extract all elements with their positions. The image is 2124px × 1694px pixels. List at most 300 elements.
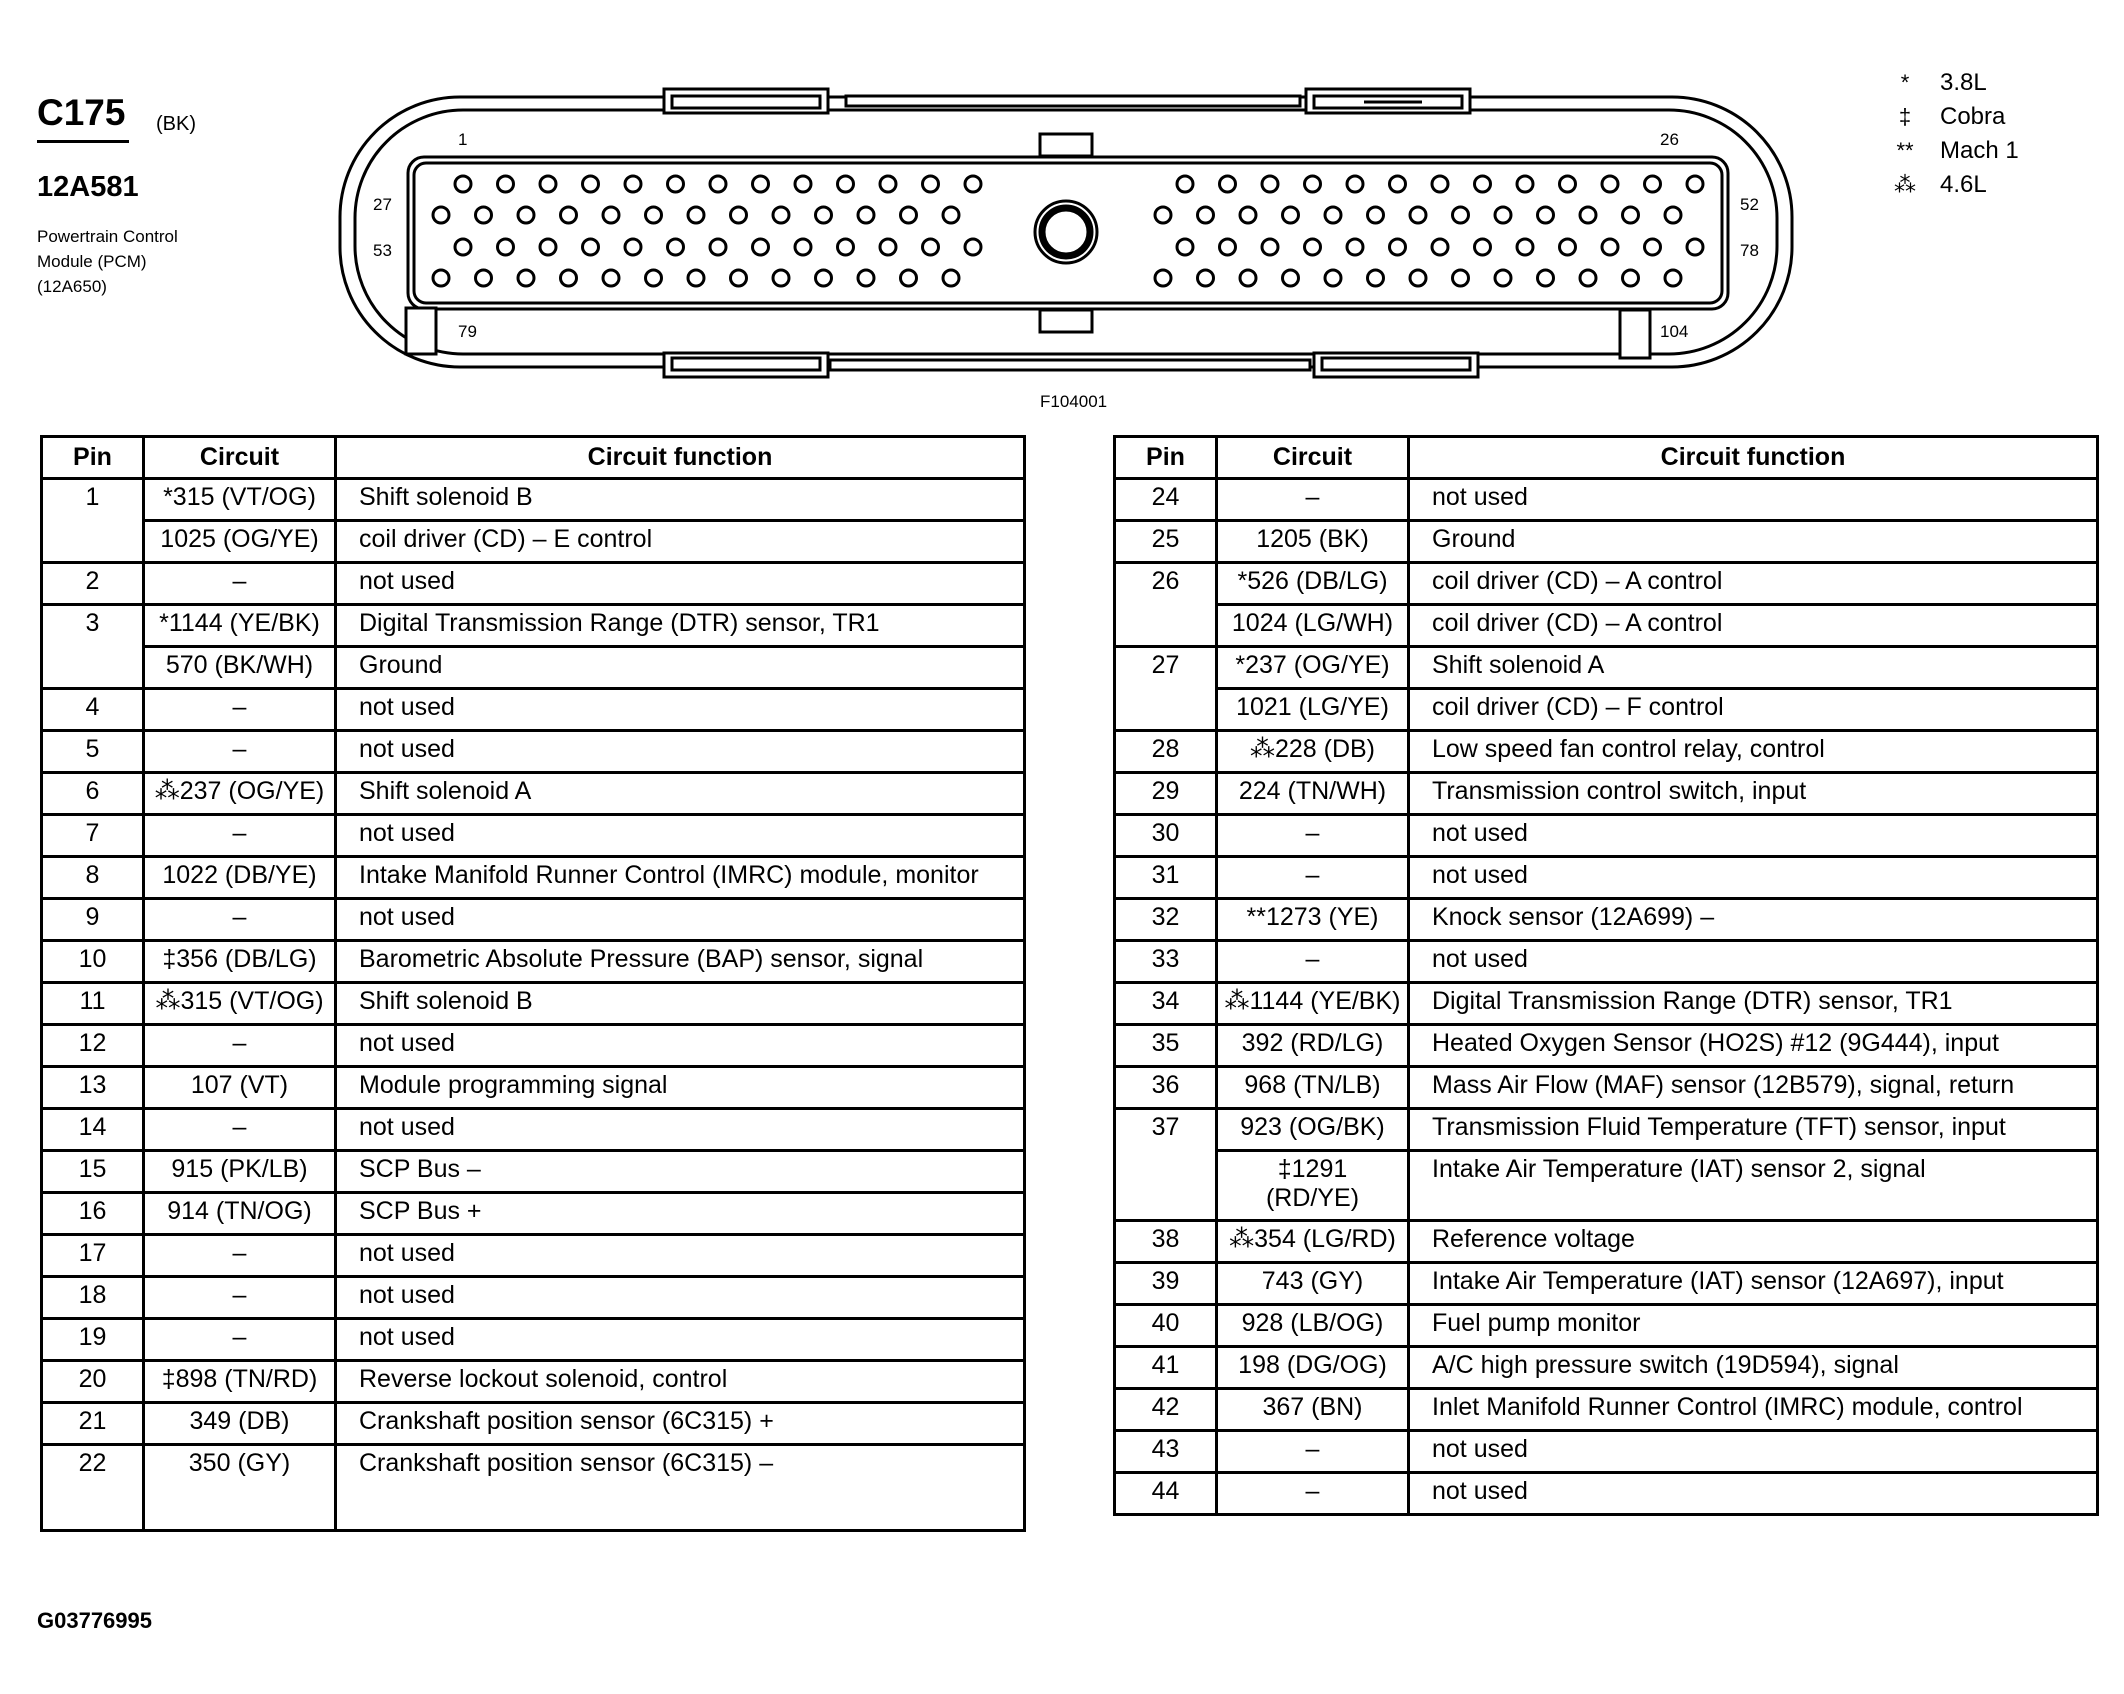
table-row: [42, 563, 1025, 605]
pin-label-78: 78: [1740, 241, 1759, 260]
function-cell: not used: [336, 1025, 1025, 1067]
pin-hole: [540, 176, 556, 192]
pin-cell: 20: [42, 1361, 144, 1403]
pin-hole: [753, 176, 769, 192]
pin-hole: [561, 207, 577, 223]
table-row: [1115, 857, 2098, 899]
pin-hole: [1560, 239, 1576, 255]
pin-hole: [1538, 270, 1554, 286]
circuit-cell: –: [144, 689, 336, 731]
pin-hole: [455, 176, 471, 192]
pin-hole: [1155, 207, 1171, 223]
pin-hole: [731, 270, 747, 286]
pin-hole: [518, 207, 534, 223]
pin-hole: [668, 176, 684, 192]
pin-hole: [625, 176, 641, 192]
pin-hole: [1645, 176, 1661, 192]
table-row: [1115, 731, 2098, 773]
pin-hole: [668, 239, 684, 255]
table-row: [42, 605, 1025, 647]
pin-hole: [795, 176, 811, 192]
column-header-function: Circuit function: [1409, 437, 2098, 479]
function-cell: Intake Air Temperature (IAT) sensor 2, signal: [1409, 1151, 2098, 1221]
table-row: [42, 1361, 1025, 1403]
function-cell: Shift solenoid B: [336, 983, 1025, 1025]
circuit-cell: *315 (VT/OG): [144, 479, 336, 521]
pin-label-52: 52: [1740, 195, 1759, 214]
function-cell: Heated Oxygen Sensor (HO2S) #12 (9G444), input: [1409, 1025, 2098, 1067]
pin-cell: 5: [42, 731, 144, 773]
function-cell: Ground: [336, 647, 1025, 689]
pin-hole: [583, 239, 599, 255]
function-cell: Knock sensor (12A699) –: [1409, 899, 2098, 941]
pin-hole: [1283, 270, 1299, 286]
function-cell: SCP Bus –: [336, 1151, 1025, 1193]
table-row: [42, 857, 1025, 899]
function-cell: Intake Air Temperature (IAT) sensor (12A697), input: [1409, 1263, 2098, 1305]
pin-hole: [880, 239, 896, 255]
function-cell: not used: [336, 1235, 1025, 1277]
legend-label: Cobra: [1940, 103, 2006, 130]
function-cell: not used: [1409, 1431, 2098, 1473]
table-row: [1115, 1389, 2098, 1431]
function-cell: not used: [1409, 941, 2098, 983]
pin-hole: [1177, 176, 1193, 192]
pin-hole: [965, 176, 981, 192]
pin-cell: 38: [1115, 1221, 1217, 1263]
function-cell: Mass Air Flow (MAF) sensor (12B579), signal, return: [1409, 1067, 2098, 1109]
function-cell: Inlet Manifold Runner Control (IMRC) module, control: [1409, 1389, 2098, 1431]
legend-label: 4.6L: [1940, 171, 1987, 198]
function-cell: Crankshaft position sensor (6C315) +: [336, 1403, 1025, 1445]
pin-hole: [1240, 270, 1256, 286]
pin-hole: [1410, 270, 1426, 286]
table-row: [42, 1109, 1025, 1151]
pin-cell: 13: [42, 1067, 144, 1109]
pin-hole: [1262, 176, 1278, 192]
column-header-circuit: Circuit: [1217, 437, 1409, 479]
circuit-cell: ⁂315 (VT/OG): [144, 983, 336, 1025]
pin-hole: [646, 207, 662, 223]
module-description-line-1: Powertrain Control: [37, 227, 178, 246]
pin-hole: [816, 270, 832, 286]
table-row: [1115, 1305, 2098, 1347]
pin-hole: [540, 239, 556, 255]
pin-cell: 25: [1115, 521, 1217, 563]
pin-cell: 40: [1115, 1305, 1217, 1347]
pin-label-104: 104: [1660, 322, 1689, 341]
pin-cell: 37: [1115, 1109, 1217, 1221]
module-description-line-3: (12A650): [37, 277, 107, 296]
function-cell: Shift solenoid B: [336, 479, 1025, 521]
table-row: [42, 647, 1025, 689]
pin-cell: 2: [42, 563, 144, 605]
pin-hole: [1305, 176, 1321, 192]
table-header-row: [1115, 437, 2098, 479]
pin-hole: [1155, 270, 1171, 286]
pinout-table-left: [40, 435, 1026, 1532]
pin-hole: [476, 270, 492, 286]
circuit-line-2: (RD/YE): [1265, 1184, 1360, 1212]
function-cell: Module programming signal: [336, 1067, 1025, 1109]
circuit-cell: ⁂237 (OG/YE): [144, 773, 336, 815]
pin-hole: [965, 239, 981, 255]
function-cell: not used: [336, 689, 1025, 731]
pin-cell: 36: [1115, 1067, 1217, 1109]
circuit-line-1: 350 (GY): [188, 1449, 291, 1477]
table-row: [1115, 941, 2098, 983]
table-row: [42, 1151, 1025, 1193]
function-cell: Intake Manifold Runner Control (IMRC) module, monitor: [336, 857, 1025, 899]
pin-hole: [603, 270, 619, 286]
pin-cell: 4: [42, 689, 144, 731]
pin-cell: 14: [42, 1109, 144, 1151]
pin-cell: 17: [42, 1235, 144, 1277]
pin-label-1: 1: [458, 130, 468, 149]
pin-cell: 19: [42, 1319, 144, 1361]
pin-hole: [1687, 176, 1703, 192]
pin-hole: [1177, 239, 1193, 255]
pin-hole: [838, 176, 854, 192]
table-row: [1115, 1151, 2098, 1221]
function-cell: Barometric Absolute Pressure (BAP) sensor, signal: [336, 941, 1025, 983]
function-cell: coil driver (CD) – A control: [1409, 605, 2098, 647]
table-row: [1115, 1473, 2098, 1515]
pin-hole: [1453, 207, 1469, 223]
pin-hole: [603, 207, 619, 223]
table-row: [42, 1193, 1025, 1235]
pin-cell: 16: [42, 1193, 144, 1235]
pin-hole: [1240, 207, 1256, 223]
pin-hole: [795, 239, 811, 255]
pin-hole: [1538, 207, 1554, 223]
connector-id: C175: [37, 92, 126, 133]
table-row: [42, 521, 1025, 563]
pin-hole: [816, 207, 832, 223]
table-row: [1115, 479, 2098, 521]
circuit-cell: 107 (VT): [144, 1067, 336, 1109]
pin-cell: 35: [1115, 1025, 1217, 1067]
circuit-cell: 1205 (BK): [1217, 521, 1409, 563]
circuit-cell: [1217, 1151, 1409, 1221]
function-cell: Ground: [1409, 521, 2098, 563]
pin-cell: 24: [1115, 479, 1217, 521]
function-cell: not used: [336, 1277, 1025, 1319]
circuit-cell: 224 (TN/WH): [1217, 773, 1409, 815]
pin-label-79: 79: [458, 322, 477, 341]
pin-cell: 27: [1115, 647, 1217, 731]
function-cell: Low speed fan control relay, control: [1409, 731, 2098, 773]
pin-hole: [1665, 207, 1681, 223]
pin-cell: 6: [42, 773, 144, 815]
function-cell: not used: [336, 563, 1025, 605]
pin-cell: 41: [1115, 1347, 1217, 1389]
pin-cell: 22: [42, 1445, 144, 1531]
circuit-cell: –: [144, 1319, 336, 1361]
function-cell: Transmission Fluid Temperature (TFT) sensor, input: [1409, 1109, 2098, 1151]
pin-hole: [1560, 176, 1576, 192]
pin-cell: 7: [42, 815, 144, 857]
function-cell: not used: [336, 815, 1025, 857]
function-cell: Shift solenoid A: [336, 773, 1025, 815]
figure-code: F104001: [1040, 392, 1108, 411]
function-cell: Crankshaft position sensor (6C315) –: [336, 1445, 1025, 1531]
pin-hole: [646, 270, 662, 286]
function-cell: coil driver (CD) – E control: [336, 521, 1025, 563]
function-cell: Digital Transmission Range (DTR) sensor, TR1: [336, 605, 1025, 647]
pin-hole: [901, 270, 917, 286]
pin-hole: [1517, 176, 1533, 192]
table-row: [42, 941, 1025, 983]
circuit-cell: 570 (BK/WH): [144, 647, 336, 689]
pin-cell: 44: [1115, 1473, 1217, 1515]
table-row: [42, 1067, 1025, 1109]
pin-hole: [1665, 270, 1681, 286]
pin-hole: [1198, 207, 1214, 223]
table-row: [42, 1445, 1025, 1531]
pin-hole: [1475, 239, 1491, 255]
table-header-row: [42, 437, 1025, 479]
legend-symbol: ‡: [1898, 104, 1912, 129]
circuit-cell: –: [1217, 479, 1409, 521]
pin-hole: [880, 176, 896, 192]
circuit-cell: ‡898 (TN/RD): [144, 1361, 336, 1403]
function-cell: coil driver (CD) – A control: [1409, 563, 2098, 605]
pin-cell: 26: [1115, 563, 1217, 647]
pin-label-27: 27: [373, 195, 392, 214]
circuit-cell: –: [1217, 815, 1409, 857]
pin-hole: [1517, 239, 1533, 255]
pin-cell: 18: [42, 1277, 144, 1319]
pin-hole: [1368, 207, 1384, 223]
pin-hole: [1623, 207, 1639, 223]
pin-hole: [710, 176, 726, 192]
table-row: [42, 1025, 1025, 1067]
pin-hole: [1325, 207, 1341, 223]
function-cell: not used: [1409, 857, 2098, 899]
table-row: [1115, 1067, 2098, 1109]
pin-hole: [943, 270, 959, 286]
function-cell: not used: [1409, 815, 2098, 857]
circuit-cell: ⁂1144 (YE/BK): [1217, 983, 1409, 1025]
pin-hole: [1645, 239, 1661, 255]
pin-cell: 11: [42, 983, 144, 1025]
circuit-cell: –: [1217, 1473, 1409, 1515]
function-cell: coil driver (CD) – F control: [1409, 689, 2098, 731]
pin-hole: [753, 239, 769, 255]
table-row: [1115, 1221, 2098, 1263]
circuit-cell: 1022 (DB/YE): [144, 857, 336, 899]
circuit-cell: ⁂228 (DB): [1217, 731, 1409, 773]
table-row: [1115, 1263, 2098, 1305]
pin-cell: 34: [1115, 983, 1217, 1025]
pin-hole: [923, 239, 939, 255]
circuit-cell: 743 (GY): [1217, 1263, 1409, 1305]
pin-hole: [1623, 270, 1639, 286]
circuit-cell: 392 (RD/LG): [1217, 1025, 1409, 1067]
pin-hole: [1495, 270, 1511, 286]
circuit-cell: –: [144, 1235, 336, 1277]
pin-hole: [1580, 207, 1596, 223]
pin-cell: 29: [1115, 773, 1217, 815]
function-cell: Fuel pump monitor: [1409, 1305, 2098, 1347]
pin-cell: 28: [1115, 731, 1217, 773]
module-description-line-2: Module (PCM): [37, 252, 147, 271]
circuit-cell: –: [144, 815, 336, 857]
function-cell: Reverse lockout solenoid, control: [336, 1361, 1025, 1403]
pin-hole: [1347, 239, 1363, 255]
function-cell: not used: [336, 1109, 1025, 1151]
part-number: 12A581: [37, 171, 139, 203]
pin-hole: [433, 270, 449, 286]
table-row: [42, 479, 1025, 521]
circuit-cell: 915 (PK/LB): [144, 1151, 336, 1193]
circuit-cell: –: [144, 731, 336, 773]
circuit-cell: *1144 (YE/BK): [144, 605, 336, 647]
pin-hole: [688, 270, 704, 286]
function-cell: Reference voltage: [1409, 1221, 2098, 1263]
function-cell: not used: [336, 1319, 1025, 1361]
function-cell: A/C high pressure switch (19D594), signal: [1409, 1347, 2098, 1389]
pin-hole: [731, 207, 747, 223]
pin-hole: [1325, 270, 1341, 286]
pinout-table-right: [1113, 435, 2099, 1516]
connector-color: (BK): [156, 113, 196, 135]
pin-hole: [1495, 207, 1511, 223]
circuit-cell: –: [144, 563, 336, 605]
pin-cell: 39: [1115, 1263, 1217, 1305]
column-header-pin: Pin: [42, 437, 144, 479]
table-row: [42, 899, 1025, 941]
pin-hole: [688, 207, 704, 223]
pin-cell: 32: [1115, 899, 1217, 941]
table-row: [1115, 1109, 2098, 1151]
corner-keys: [406, 308, 1650, 358]
table-row: [42, 983, 1025, 1025]
circuit-cell: *526 (DB/LG): [1217, 563, 1409, 605]
function-cell: not used: [1409, 1473, 2098, 1515]
function-cell: not used: [336, 731, 1025, 773]
pin-hole: [1390, 239, 1406, 255]
pin-hole: [498, 239, 514, 255]
circuit-cell: 1024 (LG/WH): [1217, 605, 1409, 647]
legend-symbol: **: [1896, 138, 1914, 163]
circuit-cell: 349 (DB): [144, 1403, 336, 1445]
function-cell: Shift solenoid A: [1409, 647, 2098, 689]
pin-cell: 1: [42, 479, 144, 563]
circuit-cell: 367 (BN): [1217, 1389, 1409, 1431]
pin-hole: [1475, 176, 1491, 192]
pin-hole: [476, 207, 492, 223]
table-row: [1115, 773, 2098, 815]
table-row: [42, 1403, 1025, 1445]
pin-cell: 33: [1115, 941, 1217, 983]
circuit-cell: 928 (LB/OG): [1217, 1305, 1409, 1347]
table-row: [42, 731, 1025, 773]
column-header-function: Circuit function: [336, 437, 1025, 479]
circuit-cell: **1273 (YE): [1217, 899, 1409, 941]
pin-cell: 43: [1115, 1431, 1217, 1473]
pin-label-53: 53: [373, 241, 392, 260]
legend-symbol: ⁂: [1894, 172, 1916, 197]
circuit-cell: 198 (DG/OG): [1217, 1347, 1409, 1389]
pin-hole: [943, 207, 959, 223]
circuit-cell: [144, 1445, 336, 1531]
circuit-cell: –: [144, 1277, 336, 1319]
circuit-cell: –: [1217, 1431, 1409, 1473]
table-row: [42, 689, 1025, 731]
circuit-line-1: ‡1291: [1277, 1155, 1348, 1183]
footer-code: G03776995: [37, 1608, 152, 1633]
pin-cell: 42: [1115, 1389, 1217, 1431]
pin-cell: 31: [1115, 857, 1217, 899]
table-row: [1115, 647, 2098, 689]
pin-hole: [1390, 176, 1406, 192]
pin-hole: [1453, 270, 1469, 286]
pin-hole: [858, 207, 874, 223]
function-cell: Digital Transmission Range (DTR) sensor, TR1: [1409, 983, 2098, 1025]
table-row: [42, 1235, 1025, 1277]
pin-hole: [1262, 239, 1278, 255]
table-row: [1115, 563, 2098, 605]
pin-hole: [773, 207, 789, 223]
legend-label: Mach 1: [1940, 137, 2019, 164]
circuit-cell: 968 (TN/LB): [1217, 1067, 1409, 1109]
circuit-cell: –: [144, 1025, 336, 1067]
pin-hole: [1283, 207, 1299, 223]
pin-hole: [1220, 176, 1236, 192]
pin-hole: [455, 239, 471, 255]
pin-hole: [858, 270, 874, 286]
pin-hole: [773, 270, 789, 286]
pin-hole: [1432, 239, 1448, 255]
legend-label: 3.8L: [1940, 69, 1987, 96]
pin-hole: [583, 176, 599, 192]
pin-hole: [1602, 176, 1618, 192]
pin-cell: 9: [42, 899, 144, 941]
pin-hole: [1305, 239, 1321, 255]
pin-hole: [433, 207, 449, 223]
bottom-latch-tabs: [664, 310, 1478, 377]
function-cell: Transmission control switch, input: [1409, 773, 2098, 815]
pin-cell: 12: [42, 1025, 144, 1067]
pin-hole: [838, 239, 854, 255]
pin-hole: [1220, 239, 1236, 255]
circuit-cell: 923 (OG/BK): [1217, 1109, 1409, 1151]
legend-symbol: *: [1900, 70, 1910, 95]
pin-hole: [1410, 207, 1426, 223]
table-row: [42, 773, 1025, 815]
function-cell: not used: [1409, 479, 2098, 521]
pin-hole: [1368, 270, 1384, 286]
circuit-cell: –: [1217, 857, 1409, 899]
column-header-circuit: Circuit: [144, 437, 336, 479]
circuit-cell: ⁂354 (LG/RD): [1217, 1221, 1409, 1263]
pin-cell: 30: [1115, 815, 1217, 857]
circuit-cell: 1025 (OG/YE): [144, 521, 336, 563]
pin-hole: [1432, 176, 1448, 192]
table-row: [42, 1277, 1025, 1319]
table-row: [1115, 689, 2098, 731]
circuit-cell: 1021 (LG/YE): [1217, 689, 1409, 731]
circuit-cell: *237 (OG/YE): [1217, 647, 1409, 689]
table-row: [1115, 1431, 2098, 1473]
pin-cell: 3: [42, 605, 144, 689]
circuit-cell: 914 (TN/OG): [144, 1193, 336, 1235]
pin-hole: [1687, 239, 1703, 255]
pin-cell: 10: [42, 941, 144, 983]
top-latch-tabs: [664, 89, 1470, 156]
